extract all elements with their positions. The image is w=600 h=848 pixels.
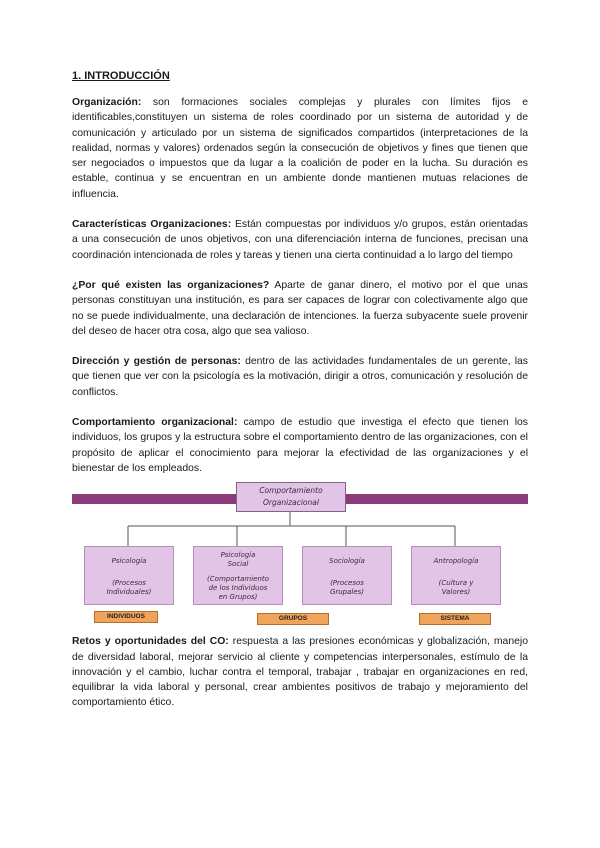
box-sub-2: de los Individuos <box>208 584 268 593</box>
org-behavior-diagram <box>72 480 528 623</box>
definition: son formaciones sociales complejas y plurales con límites fijos e identificables,constituyen un sistema de roles coordinado por un sistema de autoridad y de comunicación y articulado por un sistema de significados compartidos (interpretaciones de la realidad, normas y valores) ordenados según la consecución de objetivos y fines que tienen que ser negociados o impuestos que da lugar a la coalición de poder en la lucha. Su duración es estable, continua y se encuentran en un ambiente donde mantienen mutuas relaciones de influencia. <box>72 97 528 200</box>
box-sub-2: Valores) <box>441 588 471 597</box>
section-heading: 1. INTRODUCCIÓN <box>72 70 170 82</box>
paragraph-comportamiento <box>72 415 528 476</box>
definition: campo de estudio que investiga el efecto que tienen los individuos, los grupos y la estructura sobre el comportamiento dentro de las organizaciones, con el propósito de aplicar el conocimiento para mejorar la efectividad de las organizaciones y el bienestar de los empleados. <box>72 417 528 474</box>
box-title-2: Social <box>227 560 249 569</box>
box-sub-1: (Procesos <box>330 579 364 588</box>
box-sub-1: (Cultura y <box>438 579 474 588</box>
term: Dirección y gestión de personas: <box>72 356 241 368</box>
paragraph-direccion <box>72 354 528 400</box>
root-line-1: Comportamiento <box>259 486 323 496</box>
box-sub-2: Grupales) <box>329 588 365 597</box>
box-sub-1: (Comportamiento <box>207 575 269 584</box>
paragraph-organizacion <box>72 95 528 202</box>
box-sub-1: (Procesos <box>112 579 146 588</box>
root-line-2: Organizacional <box>263 498 319 508</box>
paragraph-caracteristicas <box>72 217 528 263</box>
paragraph-retos <box>72 634 528 710</box>
term: Retos y oportunidades del CO: <box>72 636 229 648</box>
box-title: Psicología <box>220 551 256 560</box>
term: Características Organizaciones: <box>72 219 232 231</box>
document-page <box>72 70 528 726</box>
box-title: Antropología <box>433 557 479 566</box>
tag-grupos: GRUPOS <box>257 613 329 625</box>
box-sociologia <box>302 546 392 605</box>
paragraph-por-que <box>72 278 528 339</box>
term: Comportamiento organizacional: <box>72 417 238 429</box>
term: ¿Por qué existen las organizaciones? <box>72 279 270 291</box>
tag-sistema: SISTEMA <box>419 613 491 625</box>
box-antropologia <box>411 546 501 605</box>
tag-individuos: INDIVIDUOS <box>94 611 158 623</box>
box-psicologia <box>84 546 174 605</box>
box-sub-2: Individuales) <box>106 588 152 597</box>
definition: dentro de las actividades fundamentales de un gerente, las que tienen que ver con la psicología es la motivación, dirigir a otros, comunicación y resolución de conflictos. <box>72 356 528 398</box>
box-psicologia-social <box>193 546 283 605</box>
box-title: Psicología <box>111 557 147 566</box>
term: Organización: <box>72 97 142 108</box>
box-title: Sociología <box>329 557 365 566</box>
definition: Están compuestas por individuos y/o grupos, están orientadas a una consecución de unos objetivos, con una diferenciación interna de funciones, precisan una coordinación intencionada de roles y tareas y tienen una cierta continuidad a lo largo del tiempo <box>72 219 528 261</box>
box-sub-3: en Grupos) <box>218 593 258 602</box>
diagram-root-box <box>236 482 346 512</box>
definition: Aparte de ganar dinero, el motivo por el que unas personas constituyan una institución, es para ser capaces de lograr con colectivamente algo que no se puede individualmente, una declaración de intenciones. la fuerza subyacente suele provenir del deseo de hacer otra cosa, algo que sea valioso. <box>72 279 528 337</box>
definition: respuesta a las presiones económicas y globalización, manejo de diversidad laboral, mejorar servicio al cliente y competencias interpersonales, estímulo de la innovación y el cambio, luchar contra el temporal, trabajar , trabajar en organizaciones en red, equilibrar la vida laboral y personal, crear ambientes positivos de trabajo y mejoramiento del comportamiento ético. <box>72 636 528 709</box>
